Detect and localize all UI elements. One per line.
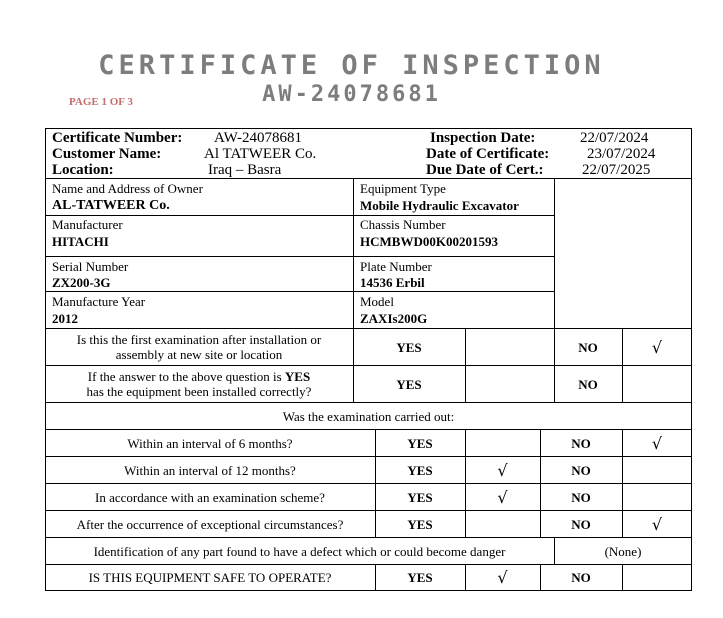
chassis-cell	[353, 215, 555, 257]
owner-value: AL-TATWEER Co.	[52, 198, 170, 213]
serial-cell	[45, 256, 354, 292]
exam-yes-check[interactable]	[465, 510, 541, 538]
exam-no-label: NO	[540, 456, 623, 484]
exam-question: Within an interval of 6 months?	[45, 429, 376, 457]
exam-yes-label: YES	[375, 429, 466, 457]
defect-value: (None)	[604, 543, 642, 559]
installed-line1: If the answer to the above question is	[87, 369, 285, 384]
safe-no-check[interactable]	[622, 564, 692, 591]
exam-yes-check[interactable]: √	[465, 456, 541, 484]
exam-no-label: NO	[540, 510, 623, 538]
year-cell	[45, 291, 354, 329]
first-exam-no-check[interactable]: √	[651, 337, 663, 357]
first-exam-line2: assembly at new site or location	[115, 347, 283, 362]
certificate-title: CERTIFICATE OF INSPECTION	[98, 50, 605, 81]
exam-no-label: NO	[540, 429, 623, 457]
installed-line2: has the equipment been installed correctly?	[86, 384, 312, 399]
manufacturer-cell	[45, 215, 354, 257]
exam-question: After the occurrence of exceptional circumstances?	[45, 510, 376, 538]
manufacturer-value: HITACHI	[52, 234, 109, 249]
first-exam-yes-check[interactable]	[465, 328, 555, 366]
installed-no-label: NO	[554, 365, 623, 403]
model-label: Model	[360, 294, 394, 309]
safe-no-label: NO	[540, 564, 623, 591]
exam-no-check[interactable]: √	[651, 433, 663, 453]
exam-yes-check[interactable]	[465, 429, 541, 457]
first-exam-yes-label: YES	[353, 328, 466, 366]
plate-label: Plate Number	[360, 259, 432, 274]
year-value: 2012	[52, 311, 78, 326]
owner-label: Name and Address of Owner	[52, 181, 203, 196]
location-label: Location:	[52, 162, 114, 178]
safe-yes-label: YES	[375, 564, 466, 591]
model-value: ZAXIs200G	[360, 311, 428, 326]
installed-line1-yes: YES	[284, 369, 311, 384]
installed-question	[45, 365, 354, 403]
model-cell	[353, 291, 555, 329]
exam-no-label: NO	[540, 483, 623, 511]
exam-question: Within an interval of 12 months?	[45, 456, 376, 484]
owner-cell	[45, 178, 354, 216]
location-value: Iraq – Basra	[208, 162, 282, 178]
due-date-label: Due Date of Cert.:	[426, 162, 544, 178]
serial-value: ZX200-3G	[52, 275, 111, 290]
exam-section-label: Was the examination carried out:	[282, 408, 455, 424]
inspection-date-label: Inspection Date:	[430, 130, 536, 146]
installed-yes-check[interactable]	[465, 365, 555, 403]
exam-question: In accordance with an examination scheme?	[45, 483, 376, 511]
due-date-value: 22/07/2025	[582, 162, 651, 178]
first-exam-no-label: NO	[554, 328, 623, 366]
safe-yes-check[interactable]: √	[465, 564, 541, 591]
equipment-type-cell	[353, 178, 555, 216]
certificate-subtitle: AW-24078681	[262, 82, 441, 107]
exam-no-check[interactable]	[622, 483, 692, 511]
first-exam-question	[45, 328, 354, 366]
page-indicator: PAGE 1 OF 3	[69, 96, 133, 108]
exam-yes-label: YES	[375, 483, 466, 511]
cert-number-value: AW-24078681	[214, 130, 302, 146]
equipment-type-value: Mobile Hydraulic Excavator	[360, 198, 519, 213]
serial-label: Serial Number	[52, 259, 129, 274]
customer-value: Al TATWEER Co.	[204, 146, 317, 162]
chassis-label: Chassis Number	[360, 217, 446, 232]
installed-no-check[interactable]	[622, 365, 692, 403]
safe-question: IS THIS EQUIPMENT SAFE TO OPERATE?	[45, 564, 376, 591]
exam-yes-label: YES	[375, 456, 466, 484]
exam-yes-label: YES	[375, 510, 466, 538]
equipment-type-label: Equipment Type	[360, 181, 446, 196]
certificate-header	[45, 128, 692, 179]
chassis-value: HCMBWD00K00201593	[360, 234, 498, 249]
exam-no-check[interactable]	[622, 456, 692, 484]
date-of-cert-value: 23/07/2024	[587, 146, 656, 162]
year-label: Manufacture Year	[52, 294, 146, 309]
plate-cell	[353, 256, 555, 292]
exam-yes-check[interactable]: √	[465, 483, 541, 511]
manufacturer-label: Manufacturer	[52, 217, 123, 232]
date-of-cert-label: Date of Certificate:	[426, 146, 550, 162]
installed-yes-label: YES	[353, 365, 466, 403]
defect-question: Identification of any part found to have a defect which or could become danger	[45, 537, 555, 565]
inspection-date-value: 22/07/2024	[580, 130, 649, 146]
customer-label: Customer Name:	[52, 146, 162, 162]
plate-value: 14536 Erbil	[360, 275, 425, 290]
cert-number-label: Certificate Number:	[52, 130, 183, 146]
first-exam-line1: Is this the first examination after installation or	[76, 332, 322, 347]
exam-no-check[interactable]: √	[651, 514, 663, 534]
